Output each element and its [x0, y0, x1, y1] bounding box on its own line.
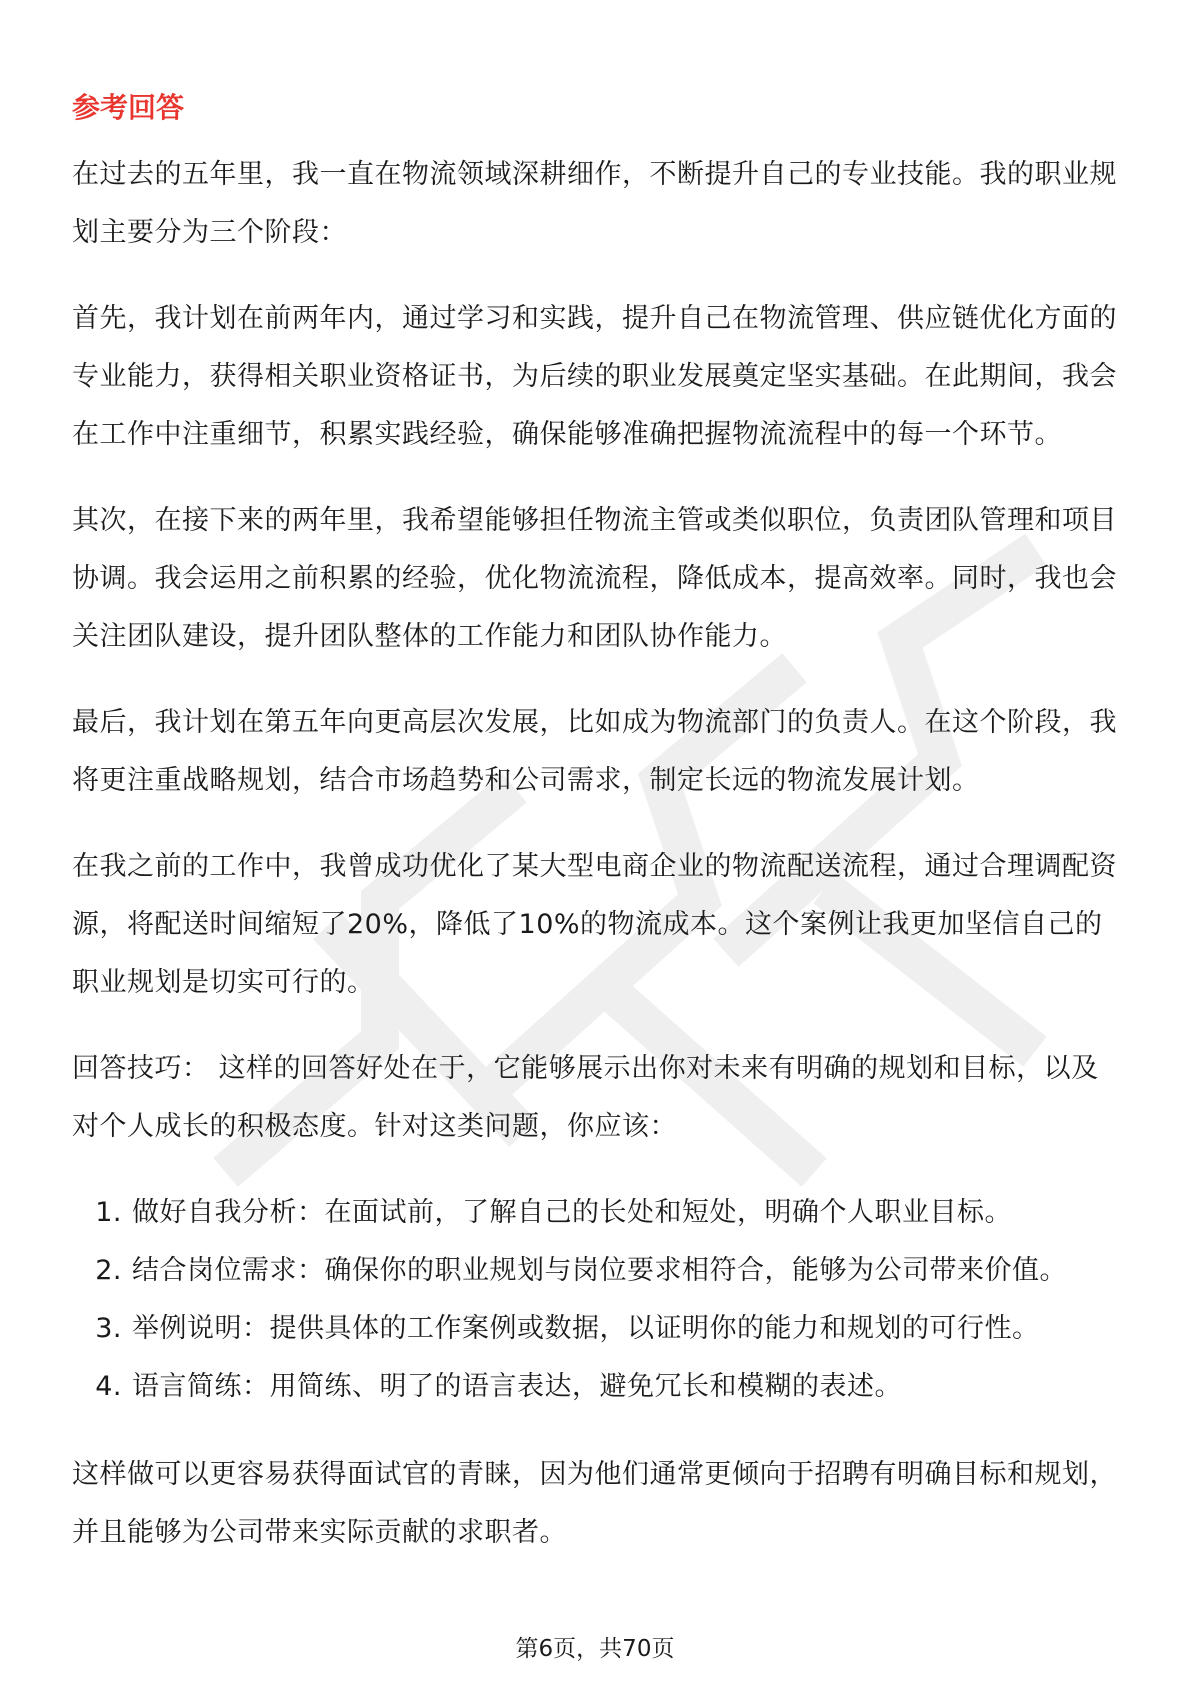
- list-number: 3.: [95, 1313, 122, 1344]
- tips-list: [72, 1184, 1122, 1416]
- paragraph-conclusion: 这样做可以更容易获得面试官的青睐，因为他们通常更倾向于招聘有明确目标和规划，并且能够为公司带来实际贡献的求职者。: [72, 1459, 1117, 1548]
- list-item: [72, 1184, 1122, 1242]
- paragraph-stage-one: 首先，我计划在前两年内，通过学习和实践，提升自己在物流管理、供应链优化方面的专业能力，获得相关职业资格证书，为后续的职业发展奠定坚实基础。在此期间，我会在工作中注重细节，积累实践经验，确保能够准确把握物流流程中的每一个环节。: [72, 303, 1117, 450]
- list-number: 2.: [95, 1255, 122, 1286]
- paragraph-intro: 在过去的五年里，我一直在物流领域深耕细作，不断提升自己的专业技能。我的职业规划主要分为三个阶段：: [72, 159, 1117, 248]
- paragraph-case-example: 在我之前的工作中，我曾成功优化了某大型电商企业的物流配送流程，通过合理调配资源，将配送时间缩短了20%，降低了10%的物流成本。这个案例让我更加坚信自己的职业规划是切实可行的。: [72, 851, 1117, 998]
- paragraph-answer-tips: 回答技巧： 这样的回答好处在于，它能够展示出你对未来有明确的规划和目标，以及对个人成长的积极态度。针对这类问题，你应该：: [72, 1053, 1099, 1142]
- list-number: 4.: [95, 1371, 122, 1402]
- paragraph-stage-three: 最后，我计划在第五年向更高层次发展，比如成为物流部门的负责人。在这个阶段，我将更注重战略规划，结合市场趋势和公司需求，制定长远的物流发展计划。: [72, 707, 1117, 796]
- list-text: 语言简练：用简练、明了的语言表达，避免冗长和模糊的表述。: [132, 1371, 902, 1402]
- page-number-footer: 第6页，共70页: [515, 1636, 675, 1662]
- list-number: 1.: [95, 1197, 122, 1228]
- list-text: 结合岗位需求：确保你的职业规划与岗位要求相符合，能够为公司带来价值。: [132, 1255, 1067, 1286]
- list-text: 做好自我分析：在面试前，了解自己的长处和短处，明确个人职业目标。: [132, 1197, 1012, 1228]
- paragraph-stage-two: 其次，在接下来的两年里，我希望能够担任物流主管或类似职位，负责团队管理和项目协调。我会运用之前积累的经验，优化物流流程，降低成本，提高效率。同时，我也会关注团队建设，提升团队整体的工作能力和团队协作能力。: [72, 505, 1117, 652]
- list-item: [72, 1242, 1122, 1300]
- list-item: [72, 1358, 1122, 1416]
- list-text: 举例说明：提供具体的工作案例或数据，以证明你的能力和规划的可行性。: [132, 1313, 1040, 1344]
- document-page: [72, 88, 1122, 1590]
- section-title: 参考回答: [72, 91, 185, 124]
- list-item: [72, 1300, 1122, 1358]
